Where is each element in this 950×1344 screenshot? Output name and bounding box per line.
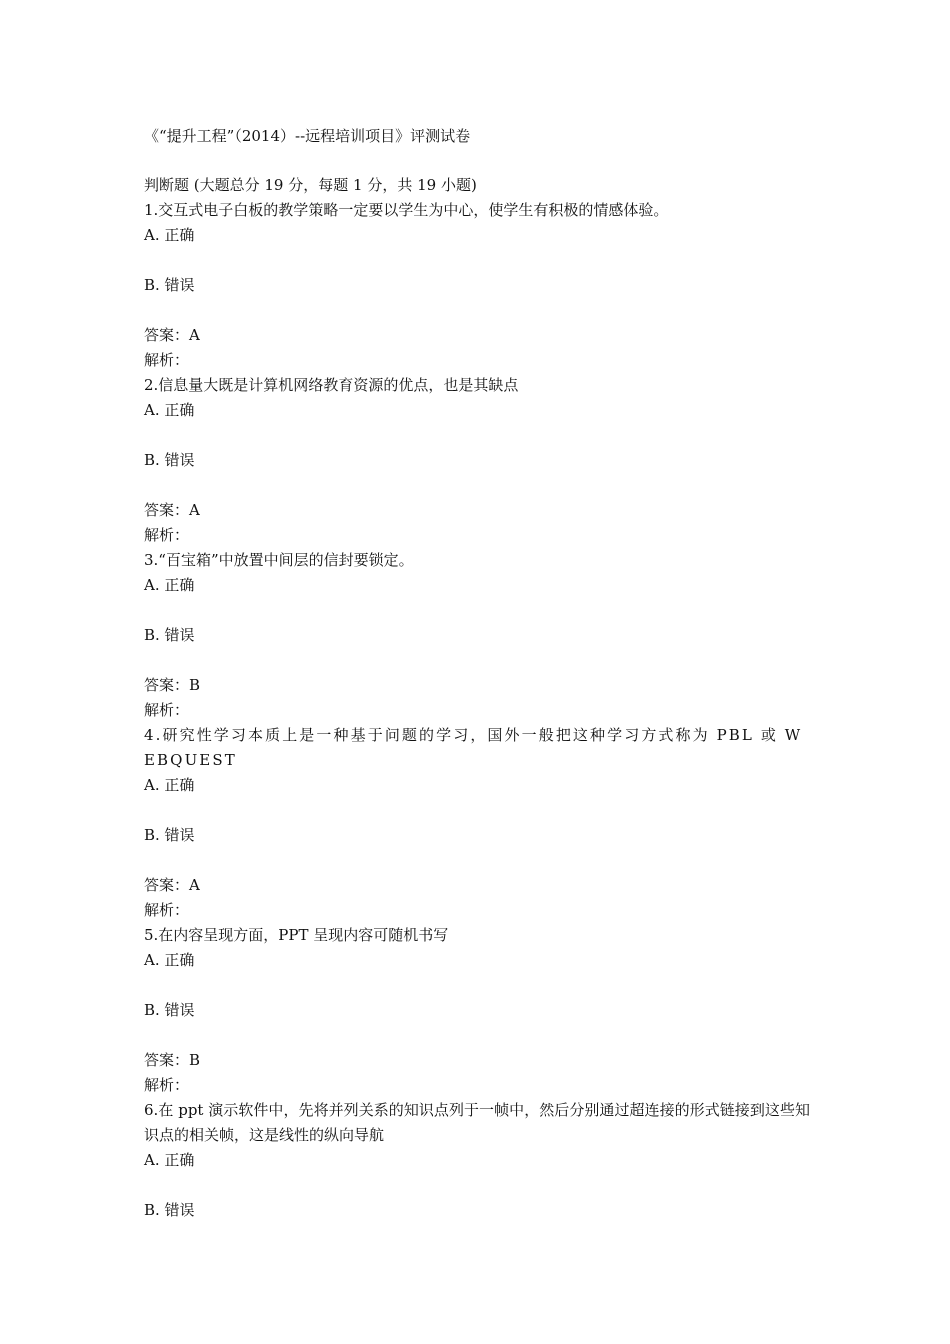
question-6	[144, 1098, 810, 1223]
answer-text: 答案：A	[144, 876, 200, 894]
answer-text: 答案：B	[144, 676, 201, 694]
option-a: A. 正确	[144, 951, 195, 969]
option-b: B. 错误	[144, 826, 195, 844]
analysis-label: 解析：	[144, 351, 190, 369]
section-heading: 判断题 (大题总分 19 分，每题 1 分，共 19 小题)	[144, 176, 477, 194]
option-b: B. 错误	[144, 1201, 195, 1219]
option-b: B. 错误	[144, 276, 195, 294]
option-b: B. 错误	[144, 626, 195, 644]
question-stem: 5.在内容呈现方面，PPT 呈现内容可随机书写	[144, 926, 449, 944]
question-2	[144, 373, 810, 548]
analysis-label: 解析：	[144, 701, 190, 719]
option-a: A. 正确	[144, 1151, 195, 1169]
analysis-label: 解析：	[144, 1076, 190, 1094]
answer-text: 答案：A	[144, 501, 200, 519]
option-b: B. 错误	[144, 451, 195, 469]
question-1	[144, 198, 810, 373]
exam-document	[144, 124, 810, 1223]
question-stem: 2.信息量大既是计算机网络教育资源的优点，也是其缺点	[144, 376, 519, 394]
option-a: A. 正确	[144, 226, 195, 244]
document-title: 《“提升工程”（2014）--远程培训项目》评测试卷	[144, 127, 471, 145]
question-4	[144, 723, 810, 923]
answer-text: 答案：B	[144, 1051, 201, 1069]
analysis-label: 解析：	[144, 901, 190, 919]
analysis-label: 解析：	[144, 526, 190, 544]
question-5	[144, 923, 810, 1098]
option-a: A. 正确	[144, 576, 195, 594]
question-stem: 3.“百宝箱”中放置中间层的信封要锁定。	[144, 551, 414, 569]
option-a: A. 正确	[144, 776, 195, 794]
question-stem: 4.研究性学习本质上是一种基于问题的学习，国外一般把这种学习方式称为 PBL 或 WEBQUEST	[144, 726, 803, 769]
option-a: A. 正确	[144, 401, 195, 419]
option-b: B. 错误	[144, 1001, 195, 1019]
question-stem: 1.交互式电子白板的教学策略一定要以学生为中心，使学生有积极的情感体验。	[144, 201, 669, 219]
question-3	[144, 548, 810, 723]
question-stem: 6.在 ppt 演示软件中，先将并列关系的知识点列于一帧中，然后分别通过超连接的形式链接到这些知识点的相关帧，这是线性的纵向导航	[144, 1101, 810, 1144]
answer-text: 答案：A	[144, 326, 200, 344]
